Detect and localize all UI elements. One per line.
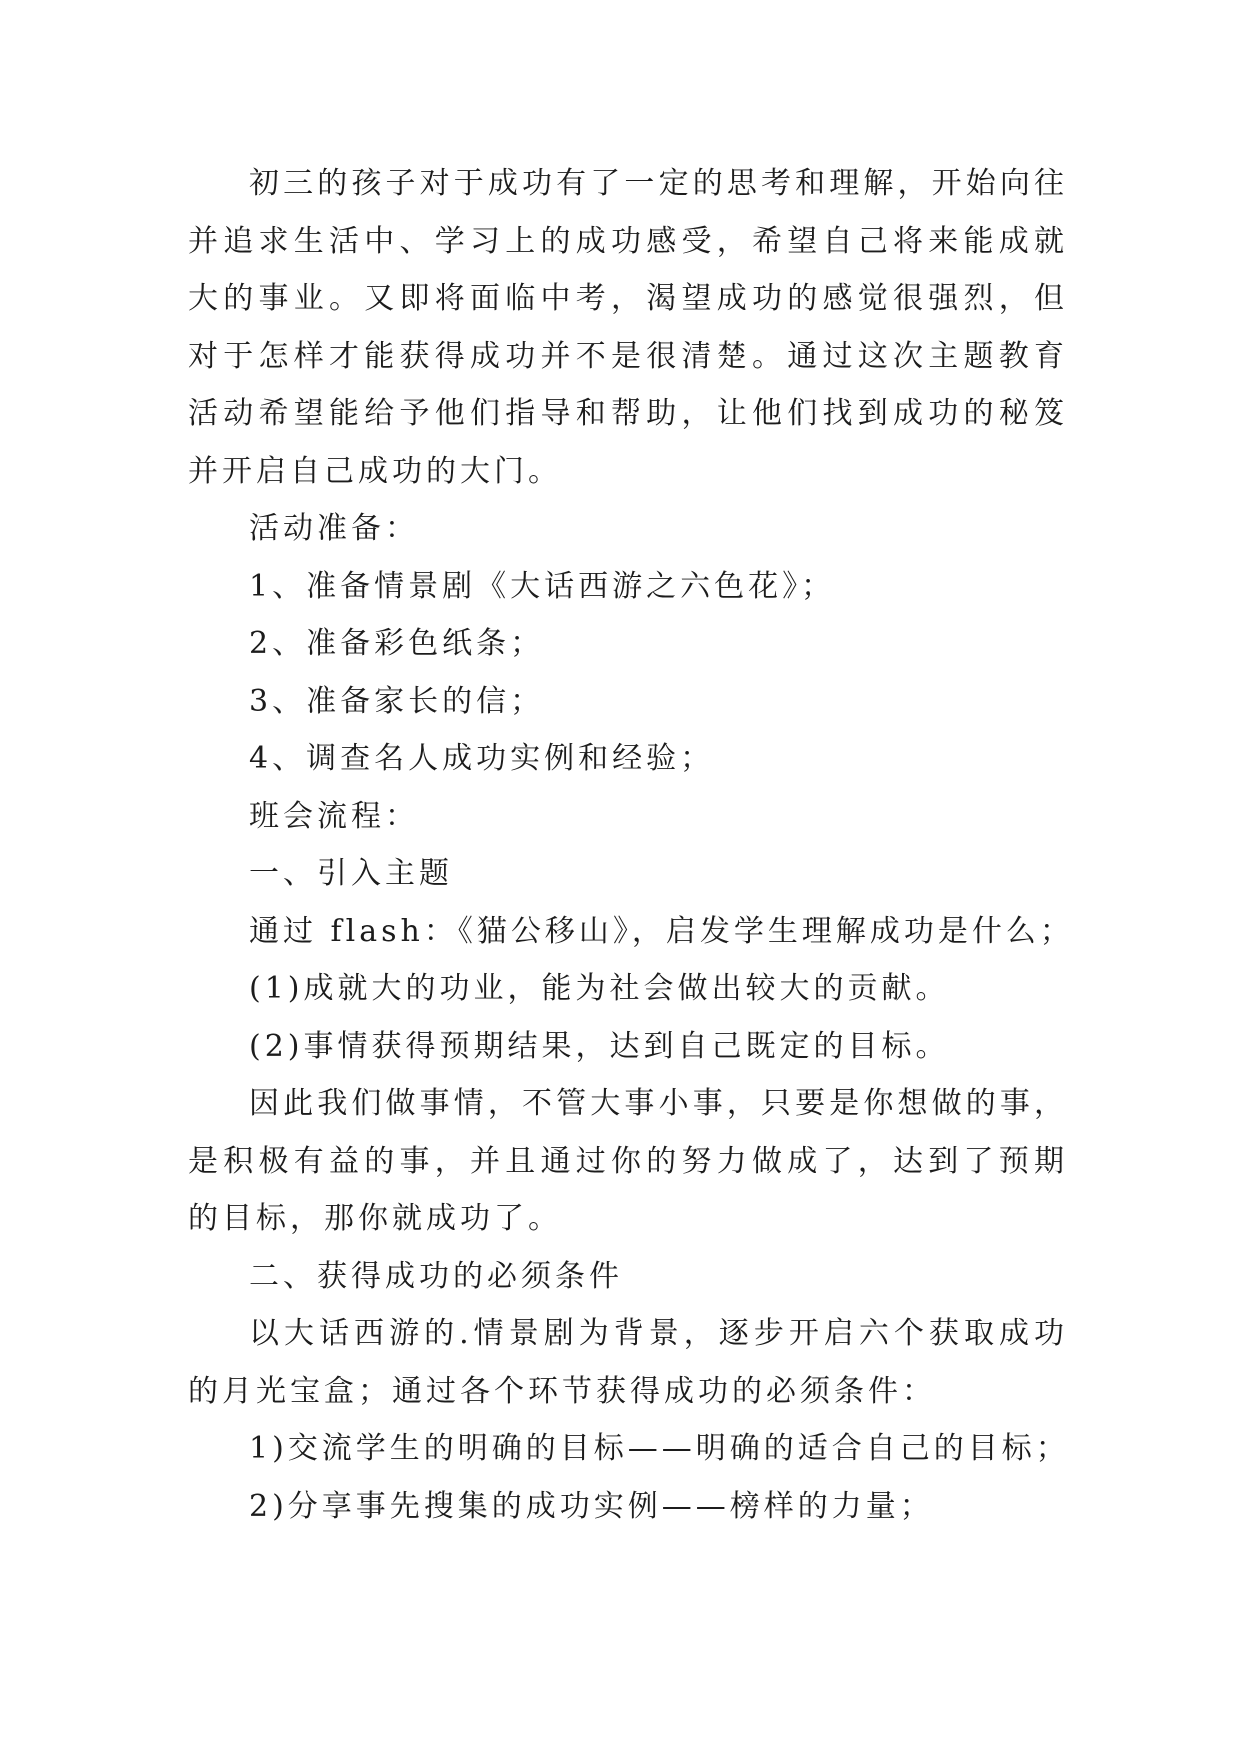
list-item: 4、调查名人成功实例和经验； (249, 741, 715, 776)
intro-paragraph: 初三的孩子对于成功有了一定的思考和理解，开始向往并追求生活中、学习上的成功感受，希望自己将来能成就大的事业。又即将面临中考，渴望成功的感觉很强烈，但对于怎样才能获得成功并不是很清楚。通过这次主题教育活动希望能给予他们指导和帮助，让他们找到成功的秘笈并开启自己成功的大门。 (188, 166, 1068, 489)
subsection-heading: 一、引入主题 (249, 856, 453, 891)
list-item: (1)成就大的功业，能为社会做出较大的贡献。 (249, 971, 950, 1006)
subsection-heading: 二、获得成功的必须条件 (249, 1258, 623, 1294)
document-body (188, 155, 1074, 1535)
body-paragraph: 因此我们做事情，不管大事小事，只要是你想做的事，是积极有益的事，并且通过你的努力做成了，达到了预期的目标，那你就成功了。 (188, 1086, 1068, 1236)
body-paragraph: 以大话西游的.情景剧为背景，逐步开启六个获取成功的月光宝盒；通过各个环节获得成功的必须条件： (188, 1316, 1068, 1409)
list-item: 2、准备彩色纸条； (249, 626, 545, 661)
section-heading-preparation: 活动准备： (249, 511, 419, 546)
list-item: 1)交流学生的明确的目标——明确的适合自己的目标； (249, 1431, 1070, 1466)
list-item: 2)分享事先搜集的成功实例——榜样的力量； (249, 1488, 934, 1524)
list-item: (2)事情获得预期结果，达到自己既定的目标。 (249, 1028, 950, 1064)
section-heading-process: 班会流程： (249, 798, 419, 834)
list-item: 1、准备情景剧《大话西游之六色花》； (249, 568, 836, 604)
body-line: 通过 flash：《猫公移山》，启发学生理解成功是什么； (249, 913, 1074, 949)
list-item: 3、准备家长的信； (249, 683, 545, 719)
